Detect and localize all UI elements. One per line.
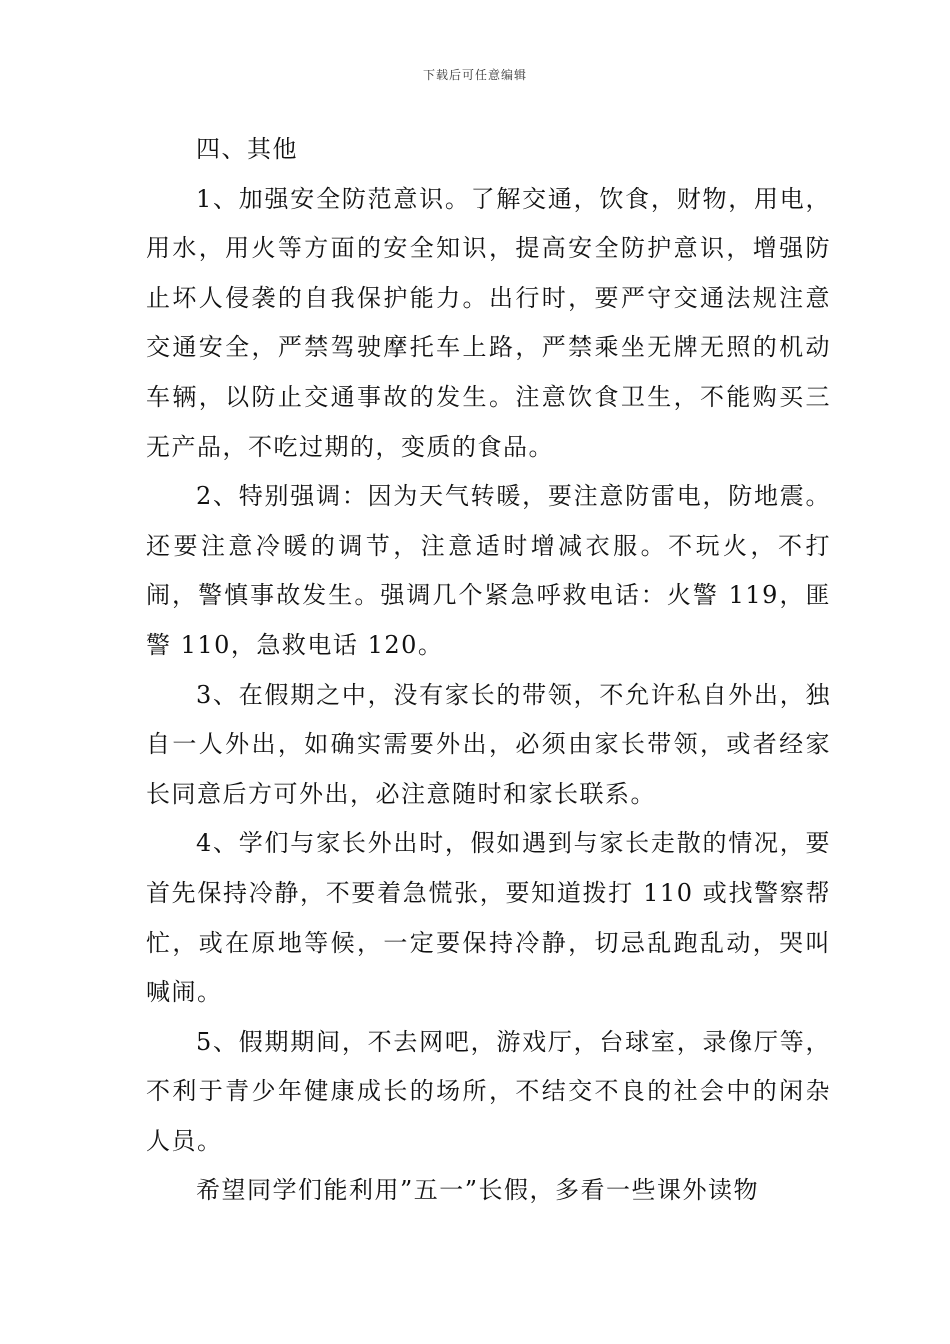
paragraph-3: 3、在假期之中，没有家长的带领，不允许私自外出，独自一人外出，如确实需要外出，必须由家长带领，或者经家长同意后方可外出，必注意随时和家长联系。 [146,680,831,808]
document-body [146,125,831,1216]
closing-paragraph: 希望同学们能利用”五一”长假，多看一些课外读物 [196,1176,760,1205]
paragraph-5: 5、假期期间，不去网吧，游戏厅，台球室，录像厅等，不利于青少年健康成长的场所，不结交不良的社会中的闲杂人员。 [146,1027,831,1155]
header-note: 下载后可任意编辑 [422,68,527,82]
paragraph-2: 2、特别强调：因为天气转暖，要注意防雷电，防地震。还要注意冷暖的调节，注意适时增减衣服。不玩火，不打闹，警慎事故发生。强调几个紧急呼救电话：火警 119，匪警 110，急救电话 120。 [146,482,831,659]
paragraph-4: 4、学们与家长外出时，假如遇到与家长走散的情况，要首先保持冷静，不要着急慌张，要知道拨打 110 或找警察帮忙，或在原地等候，一定要保持冷静，切忌乱跑乱动，哭叫喊闹。 [146,829,831,1007]
section-title: 四、其他 [196,135,298,163]
paragraph-1: 1、加强安全防范意识。了解交通，饮食，财物，用电，用水，用火等方面的安全知识，提高安全防护意识，增强防止坏人侵袭的自我保护能力。出行时，要严守交通法规注意交通安全，严禁驾驶摩托车上路，严禁乘坐无牌无照的机动车辆，以防止交通事故的发生。注意饮食卫生，不能购买三无产品，不吃过期的，变质的食品。 [146,184,831,461]
